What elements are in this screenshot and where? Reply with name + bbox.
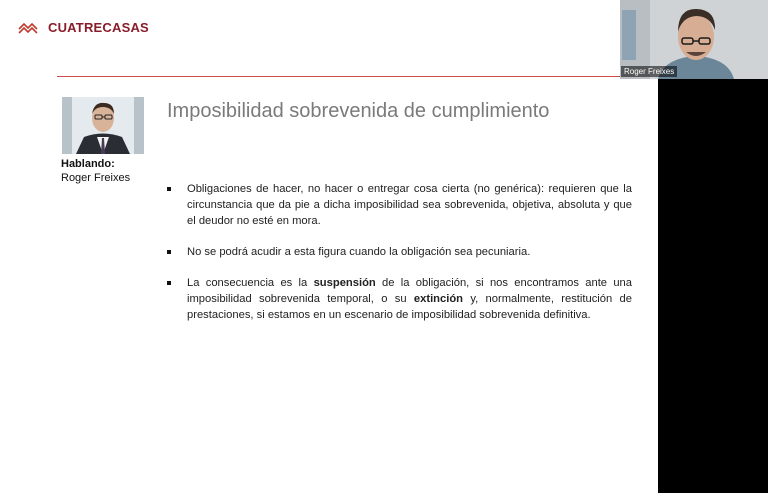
speaker-info (61, 158, 130, 184)
bullet-item (167, 181, 632, 229)
bullet-item (167, 244, 632, 260)
participant-video-tile[interactable] (620, 0, 768, 79)
brand-name: CUATRECASAS (48, 20, 149, 35)
bullet-text: Obligaciones de hacer, no hacer o entregar cosa cierta (no genérica): requieren que la circunstancia que da pie a dicha imposibilidad sea sobrevenida, objetiva, absoluta y que el deudor no esté en mora. (187, 183, 632, 227)
cuatrecasas-logo-icon (18, 21, 38, 35)
bullet-text: No se podrá acudir a esta figura cuando la obligación sea pecuniaria. (187, 246, 531, 258)
bullet-square-icon (167, 281, 171, 285)
bullet-text: La consecuencia es la (187, 277, 314, 289)
speaking-label: Hablando: (61, 158, 115, 170)
bullet-text: y, normalmente, restitución de prestaciones, si estamos en un escenario de imposibilidad sobrevenida definitiva. (187, 293, 632, 321)
bullet-item (167, 275, 632, 323)
participant-name-label: Roger Freixes (621, 66, 677, 77)
speaker-name: Roger Freixes (61, 172, 131, 184)
slide-title: Imposibilidad sobrevenida de cumplimiento (167, 100, 550, 122)
bullet-text: de la obligación, si nos encontramos ante una imposibilidad sobrevenida temporal, o su (187, 277, 632, 305)
brand-logo (18, 20, 149, 35)
bullet-bold-text: suspensión (313, 277, 376, 289)
bullet-bold-text: extinción (413, 293, 464, 305)
bullet-square-icon (167, 250, 171, 254)
speaker-photo (62, 97, 144, 154)
bullet-list (167, 181, 632, 338)
header-divider (57, 76, 658, 77)
bullet-square-icon (167, 187, 171, 191)
